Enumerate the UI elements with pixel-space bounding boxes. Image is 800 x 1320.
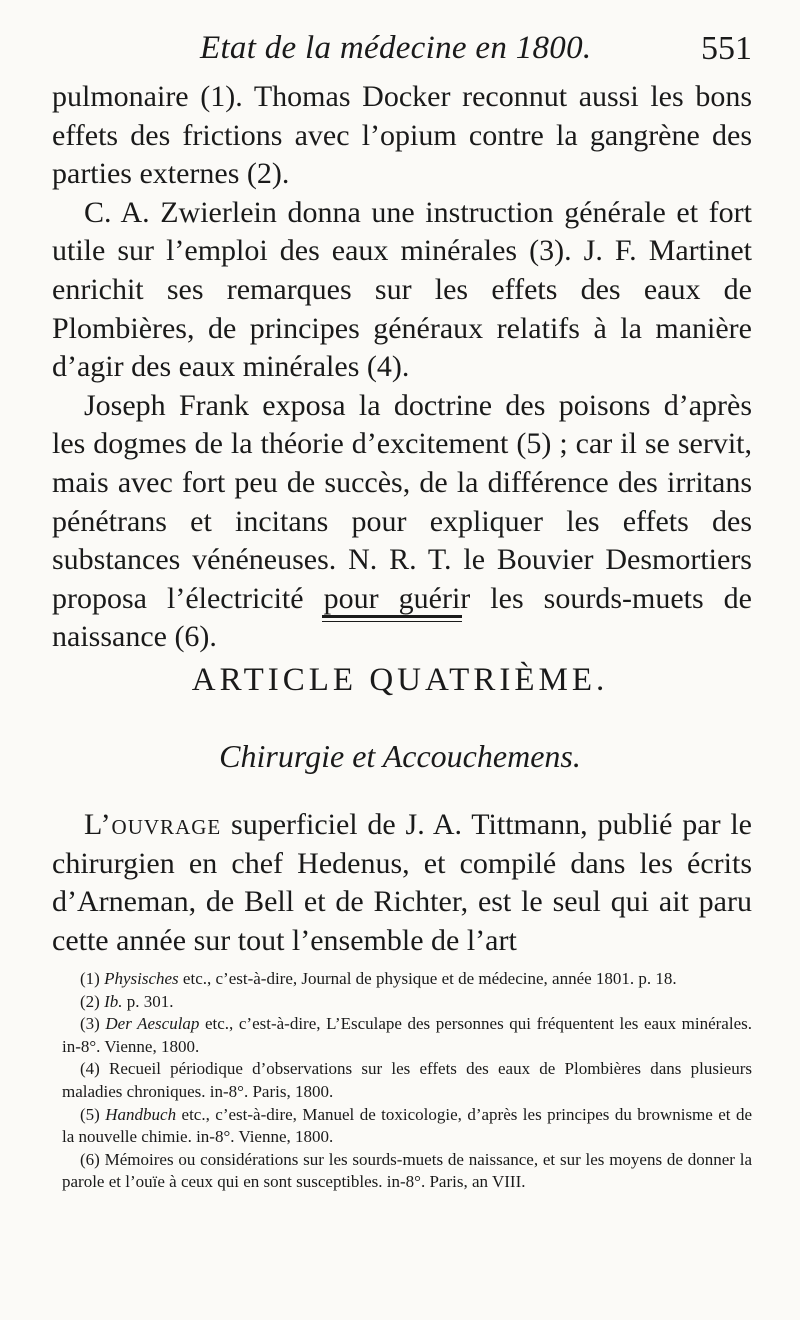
paragraph-continuation: pulmonaire (1). Thomas Docker reconnut aussi les bons effets des frictions avec l’opium contre la gangrène des parties externes (2). bbox=[52, 80, 752, 191]
footnote-title: Physisches bbox=[104, 969, 179, 988]
footnote-title: Handbuch bbox=[105, 1104, 177, 1124]
footnote-text: etc., c’est-à-dire, Manuel de toxicologie, d’après les principes du brownisme et de la nouvelle chimie. in-8°. Vienne, 1800. bbox=[62, 1104, 753, 1147]
footnote-text: etc., c’est-à-dire, Journal de physique et de médecine, année 1801. p. 18. bbox=[178, 969, 677, 988]
paragraph-frank: Joseph Frank exposa la doctrine des poisons d’après les dogmes de la théorie d’excitement (5) ; car il se servit, mais avec fort peu de succès, de la différence des irritans pénétrans et incitans pour expliquer les effets des substances vénéneuses. N. R. T. le Bouvier Desmortiers proposa l’électricité pour guérir les sourds-muets de naissance (6). bbox=[52, 388, 752, 654]
footnote-text: etc., c’est-à-dire, L’Esculape des personnes qui fréquentent les eaux minérales. in-8°. Vienne, 1800. bbox=[62, 1014, 752, 1056]
running-head bbox=[52, 30, 752, 74]
footnote-text: Mémoires ou considérations sur les sourds-muets de naissance, et sur les moyens de donner la parole et l’ouïe à ceux qui en sont susceptibles. in-8°. Paris, an VIII. bbox=[62, 1149, 752, 1192]
paragraph-tittmann-text: superficiel de J. A. Tittmann, publié par le chirurgien en chef Hedenus, et compilé dans les écrits d’Arneman, de Bell et de Richter, est le seul qui ait paru cette année sur tout l’ensemble de l’art bbox=[52, 808, 752, 957]
page-number: 551 bbox=[701, 30, 752, 67]
paragraph-tittmann bbox=[52, 806, 752, 960]
opening-word: L’ouvrage bbox=[84, 808, 222, 841]
running-title: Etat de la médecine en 1800. bbox=[200, 30, 592, 66]
body-text-article bbox=[52, 806, 752, 960]
body-text-top bbox=[52, 78, 752, 657]
footnote-mark: (2) bbox=[80, 991, 105, 1011]
footnote bbox=[62, 1013, 752, 1058]
footnote bbox=[62, 1104, 752, 1149]
footnote bbox=[62, 991, 752, 1014]
footnote-text: Recueil périodique d’observations sur les effets des eaux de Plombières dans plusieurs maladies chroniques. in-8°. Paris, 1800. bbox=[62, 1059, 753, 1101]
paragraph-zwierlein: C. A. Zwierlein donna une instruction générale et fort utile sur l’emploi des eaux minérales (3). J. F. Martinet enrichit ses remarques sur les effets des eaux de Plombières, de principes généraux relatifs à la manière d’agir des eaux minérales (4). bbox=[52, 195, 752, 384]
footnote-text: p. 301. bbox=[122, 991, 174, 1011]
footnote bbox=[62, 1058, 752, 1103]
section-divider-rule bbox=[322, 615, 462, 622]
footnote-mark: (1) bbox=[80, 969, 105, 988]
footnote-title: Der Aesculap bbox=[105, 1014, 200, 1034]
footnote-title: Ib. bbox=[104, 991, 123, 1011]
article-heading: ARTICLE QUATRIÈME. bbox=[191, 662, 609, 698]
footnote-mark: (3) bbox=[80, 1014, 106, 1034]
footnotes bbox=[62, 968, 752, 1194]
footnote bbox=[62, 1149, 752, 1194]
section-title: Chirurgie et Accouchemens. bbox=[219, 738, 581, 774]
footnote bbox=[62, 968, 752, 991]
footnote-mark: (5) bbox=[80, 1104, 106, 1124]
footnote-mark: (6) bbox=[80, 1149, 105, 1169]
footnote-mark: (4) bbox=[80, 1059, 110, 1079]
